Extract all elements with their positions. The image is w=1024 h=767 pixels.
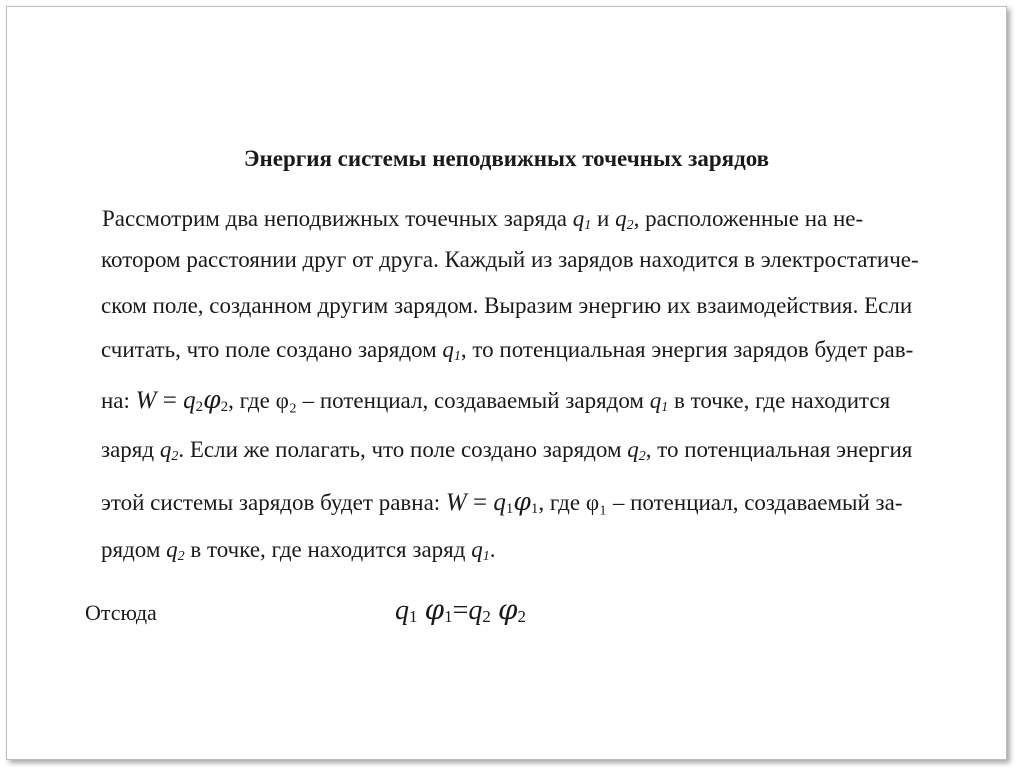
paragraph-line-8: рядом $q_2$ в точке, где находится заряд $q_1$. xyxy=(101,537,496,564)
paragraph-line-5: на: $W = q_2\varphi_2$, где φ₂ – потенциал, создаваемый зарядом $q_1$ в точке, где находится xyxy=(101,385,891,415)
slide-frame xyxy=(6,6,1007,760)
energy-formula-1: $W = q_2\varphi_2$ xyxy=(135,385,229,415)
charge-q2: $q_2$ xyxy=(159,437,179,464)
energy-formula-2: $W = q_1\varphi_1$ xyxy=(445,487,539,517)
paragraph-line-2: котором расстоянии друг от друга. Каждый из зарядов находится в электростатиче- xyxy=(101,247,919,272)
paragraph-line-3: ском поле, созданном другим зарядом. Выразим энергию их взаимодействия. Если xyxy=(101,293,913,318)
charge-q1: $q_1$ xyxy=(572,206,592,233)
equality-formula: $q_1$ $\varphi_1=q_2$ $\varphi_2$ xyxy=(395,593,527,626)
paragraph-line-1: Рассмотрим два неподвижных точечных заряда $q_1$ и $q_2$, расположенные на не- xyxy=(102,206,864,233)
charge-q2: $q_2$ xyxy=(166,537,185,564)
paragraph-line-7: этой системы зарядов будет равна: $W = q_1\varphi_1$, где φ₁ – потенциал, создаваемый за- xyxy=(101,487,903,517)
charge-q1: $q_1$ xyxy=(442,337,461,364)
otsyuda-label: Отсюда xyxy=(85,600,157,625)
charge-q2: $q_2$ xyxy=(615,206,634,233)
charge-q1: $q_1$ xyxy=(471,537,490,564)
slide-title: Энергия системы неподвижных точечных зарядов xyxy=(243,146,770,171)
paragraph-line-4: считать, что поле создано зарядом $q_1$, то потенциальная энергия зарядов будет рав- xyxy=(101,337,914,364)
slide-content xyxy=(7,7,1006,759)
charge-q1: $q_1$ xyxy=(649,388,669,415)
paragraph-line-6: заряд $q_2$. Если же полагать, что поле создано зарядом $q_2$, то потенциальная энергия xyxy=(101,437,913,464)
charge-q2: $q_2$ xyxy=(627,437,646,464)
